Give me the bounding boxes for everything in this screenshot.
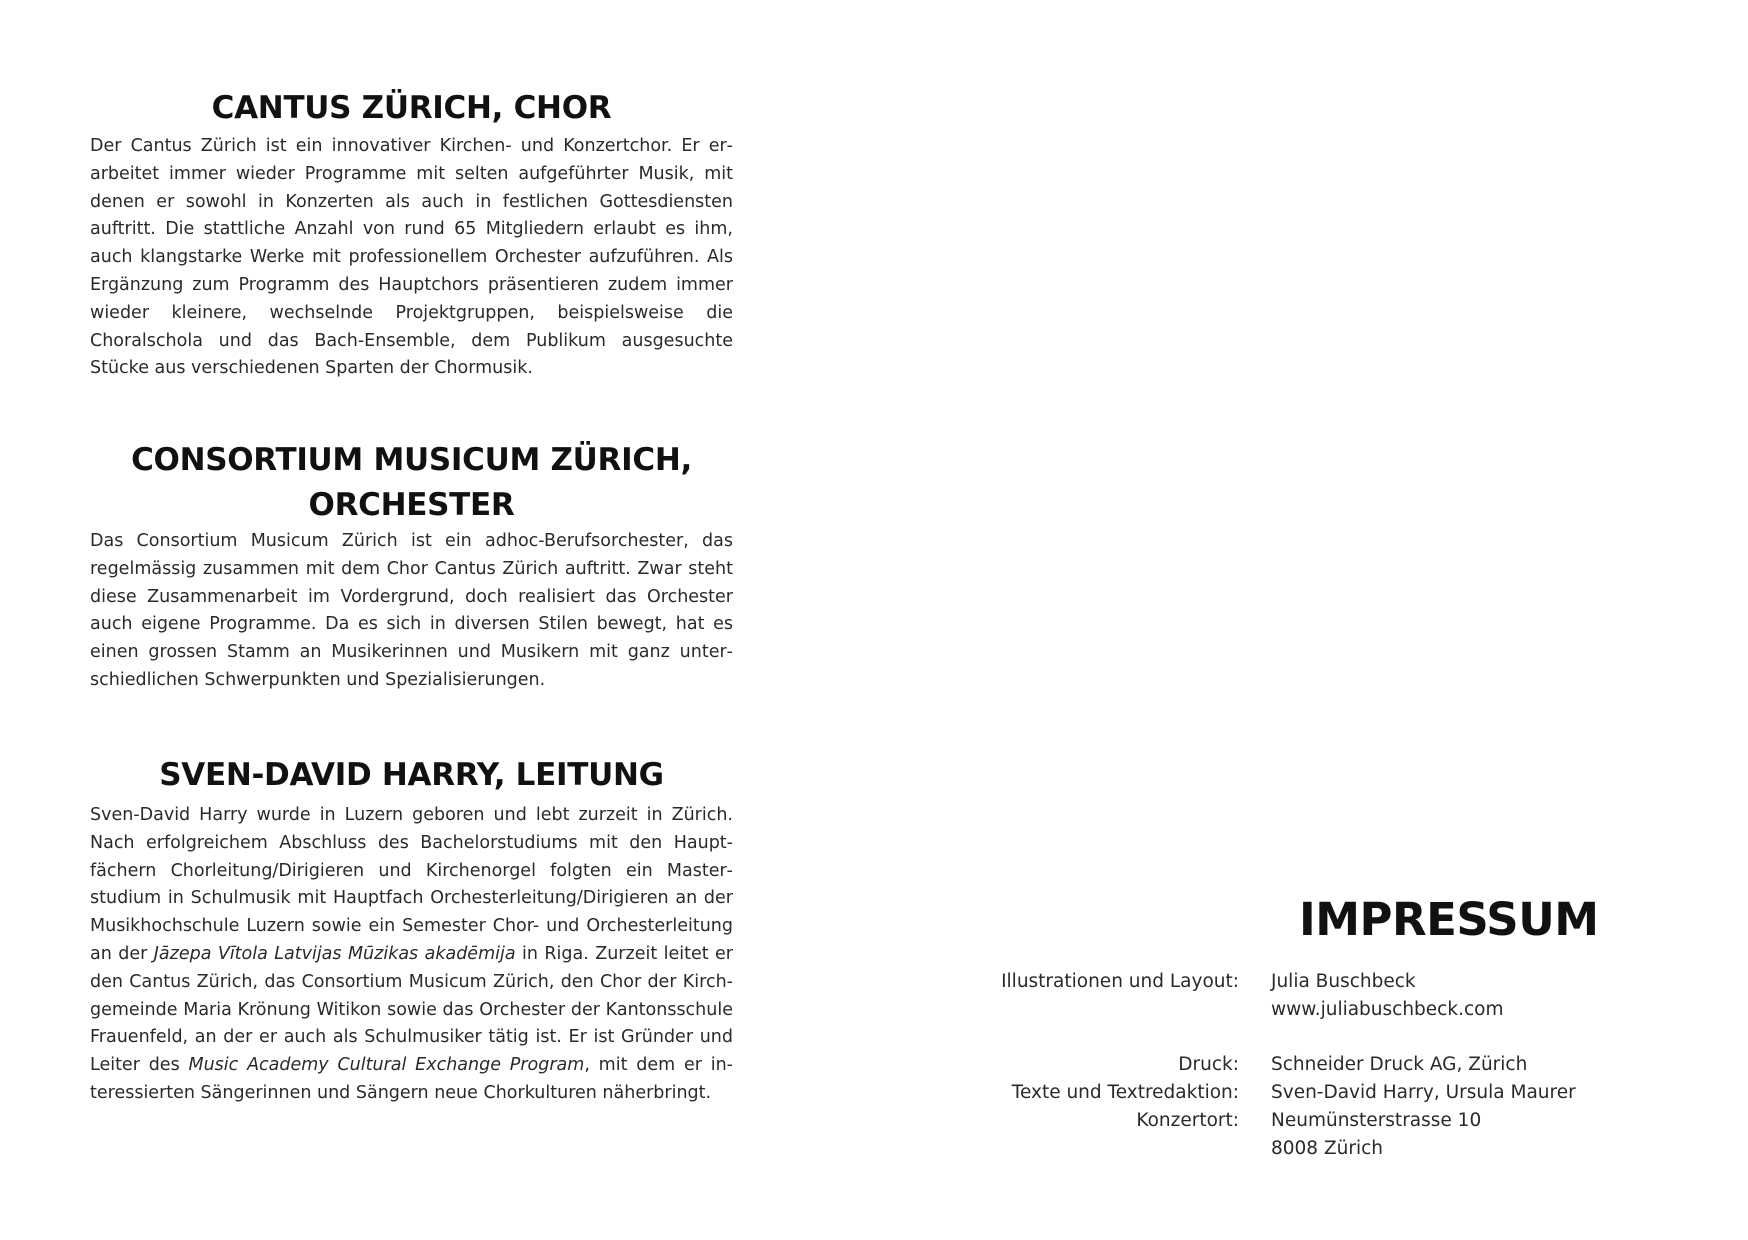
impressum-row-druck [874, 1051, 1748, 1079]
section-cantus-zuerich [90, 86, 733, 383]
impressum-value: 8008 Zürich [1271, 1137, 1384, 1159]
impressum-label: Druck: [1178, 1054, 1239, 1076]
impressum-value: Schneider Druck AG, Zürich [1271, 1054, 1528, 1076]
section-title: CANTUS ZÜRICH, CHOR [211, 90, 612, 126]
impressum-value: Neumünsterstrasse 10 [1271, 1109, 1482, 1131]
section-body: Das Consortium Musicum Zürich ist ein adhoc-Berufsorchester, das regelmässig zusammen mit dem Chor Cantus Zürich auftritt. Zwar steht diese Zusammenarbeit im Vordergrund, doch realisiert das Orchester auch eigene Programme. Da es sich in diversen Stilen bewegt, hat es einen grossen Stamm an Musikerinnen und Musikern mit ganz unterschiedlichen Schwerpunkten und Spezialisierungen. [90, 531, 733, 690]
impressum-label: Illustrationen und Layout: [1001, 971, 1239, 992]
body-text: , mit dem er interessierten Sängerinnen und Sängern neue Chorkulturen näherbringt. [90, 1055, 733, 1103]
impressum-values [1271, 1051, 1527, 1079]
impressum-row-layout [874, 968, 1748, 1024]
impressum-spacer [874, 1024, 1748, 1052]
section-body [90, 802, 733, 1108]
impressum-row-texte [874, 1079, 1748, 1107]
section-title-line-1: CONSORTIUM MUSICUM ZÜRICH, [131, 442, 692, 478]
impressum-title: IMPRESSUM [1299, 893, 1599, 946]
section-consortium-musicum [90, 438, 733, 695]
impressum-values [1271, 1107, 1481, 1163]
section-sven-david-harry [90, 753, 733, 1108]
impressum-label: Konzertort: [1136, 1109, 1239, 1131]
section-body: Der Cantus Zürich ist ein innovativer Kirchen- und Konzertchor. Er erarbeitet immer wieder Programme mit selten aufgeführter Musik, mit denen er sowohl in Konzerten als auch in festlichen Gottesdiensten auftritt. Die stattliche Anzahl von rund 65 Mitgliedern erlaubt es ihm, auch klangstarke Werke mit professionellem Orchester aufzuführen. Als Ergänzung zum Programm des Hauptchors präsentieren zudem immer wieder kleinere, wechselnde Projektgruppen, beispielsweise die Choralschola und das Bach-Ensemble, dem Publikum ausgesuchte Stücke aus verschiedenen Sparten der Chormusik. [90, 136, 733, 379]
impressum-values [1271, 968, 1503, 1024]
section-title [90, 438, 733, 528]
section-title-line-2: ORCHESTER [308, 487, 515, 523]
body-text: Sven-David Harry wurde in Luzern geboren und lebt zurzeit in Zürich. Nach erfolgreichem Abschluss des Bachelorstudiums mit den Hauptfächern Chorleitung/Dirigieren und Kirchenorgel folgten ein Masterstudium in Schulmusik mit Hauptfach Orchesterleitung/Dirigieren an der Musikhochschule Luzern sowie ein Semester Chor- und Orchesterleitung an der [90, 805, 733, 964]
impressum-values [1271, 1079, 1576, 1107]
body-italic-academy: Jāzepa Vītola Latvijas Mūzikas akadēmija [153, 943, 516, 964]
body-italic-program: Music Academy Cultural Exchange Program [188, 1055, 585, 1076]
impressum-label: Texte und Textredaktion: [1011, 1082, 1239, 1104]
body-text: in Riga. Zurzeit leitet er den Cantus Zürich, das Consortium Musicum Zürich, den Chor der Kirchgemeinde Maria Krönung Witikon sowie das Orchester der Kantonsschule Frauenfeld, an der er auch als Schulmusiker tätig ist. Er ist Gründer und Leiter des [90, 943, 733, 1076]
impressum-value: Julia Buschbeck [1271, 971, 1416, 992]
section-title: SVEN-DAVID HARRY, LEITUNG [159, 757, 664, 793]
impressum-value-website: www.juliabuschbeck.com [1271, 998, 1504, 1020]
right-page [874, 0, 1748, 1240]
impressum-value: Sven-David Harry, Ursula Maurer [1271, 1082, 1576, 1104]
impressum-table [874, 968, 1748, 1163]
impressum-row-konzertort [874, 1107, 1748, 1163]
